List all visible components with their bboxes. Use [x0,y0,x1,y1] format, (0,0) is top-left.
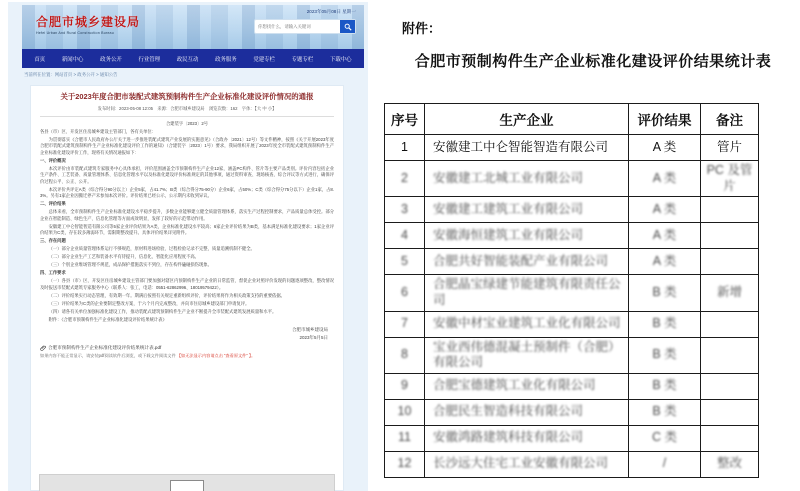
cell-name: 长沙远大住宅工业安徽有限公司 [425,451,629,477]
column-header: 序号 [385,104,425,135]
article-meta: 发布时间：2023-05-08 12:05 来源：合肥市城乡建设局 浏览次数：162 字体：【大 中 小】 [97,105,277,111]
cell-no: 1 [385,135,425,161]
cell-note: PC 及管片 [701,161,759,197]
cell-result: A 类 [629,197,701,223]
search-icon [344,23,352,31]
body-paragraph: （一）各县（市）区、开发区住房城乡建设主管部门要加强对辖区内预制构件生产企业的日常监管，督促企业对照评价发现的问题逐项整改，整改情况及时报送市装配式建筑专家服务中心（联系人：张工，电话：0551-62862996、18019579422）。 [40,278,334,290]
pdf-tip-line [40,353,334,359]
nav-item[interactable]: 首页 [34,56,46,63]
body-paragraph: 三、存在问题 [40,238,66,244]
search-input[interactable] [255,24,340,29]
cell-name: 安徽鸿路建筑科技有限公司 [425,425,629,451]
cell-result: A 类 [629,161,701,197]
results-table-body [385,135,759,478]
body-paragraph: 一、评价概况 [40,157,66,163]
table-row [385,275,759,311]
cell-no: 5 [385,249,425,275]
nav-item[interactable]: 下载中心 [329,56,352,63]
cell-result: C 类 [629,425,701,451]
cell-note: 整改 [701,451,759,477]
cell-result: B 类 [629,337,701,373]
body-paragraph: （三）个别企业堆场管理不规范，成品保护措施落实不到位，存在构件磕碰损伤现象。 [48,262,212,268]
cell-note [701,399,759,425]
cell-name: 合肥共好智能装配产业有限公司 [425,249,629,275]
attachment-table-title: 合肥市预制构件生产企业标准化建设评价结果统计表 [414,53,772,70]
cell-no: 11 [385,425,425,451]
paperclip-icon [40,345,46,351]
body-paragraph: （三）评价结果为C类的企业要制定整改方案，于六个月内完成整改，并向市住房城乡建设部门申请复评。 [48,300,250,306]
article-card [30,85,344,491]
cell-note [701,373,759,399]
cell-result: A 类 [629,249,701,275]
nav-item[interactable]: 行业管理 [138,56,161,63]
results-table [384,103,759,478]
cell-no: 9 [385,373,425,399]
results-table-header-row [385,104,759,135]
cell-result: B 类 [629,311,701,337]
body-paragraph: 本次评价由市装配式建筑专家服务中心具体承担，评价范围涵盖全市预制构件生产企业12家，涵盖PC构件、管片等主要产品类别。评价内容包括企业生产条件、工艺装备、质量管理体系、信息化管理水平以及标准化建设评价标准规定的其他事项，通过资料审查、现场核查、综合评议等方式进行，确保评价过程公平、公正、公开。 [40,165,334,184]
divider [40,116,334,117]
search-button[interactable] [340,20,355,33]
cell-note: 新增 [701,275,759,311]
table-row [385,135,759,161]
site-logo-subtitle: Hefei Urban And Rural Construction Bureau [36,31,114,35]
cell-note: 管片 [701,135,759,161]
body-paragraph: 各县（市）区、开发区住房城乡建设主管部门，各有关单位： [40,129,157,135]
table-row [385,161,759,197]
cell-result: / [629,451,701,477]
cell-no: 12 [385,451,425,477]
cell-note [701,223,759,249]
body-paragraph: （一）部分企业质量管理体系运行不够规范，原材料进场检验、过程检验记录不完整，质量追溯机制不健全。 [48,246,255,252]
cell-result: A 类 [629,135,701,161]
article-title: 关于2023年度合肥市装配式建筑预制构件生产企业标准化建设评价情况的通报 [60,92,314,101]
cell-note [701,425,759,451]
cell-no: 6 [385,275,425,311]
signature-block [40,326,328,341]
body-paragraph: 附件：《合肥市预制构件生产企业标准化建设评价结果统计表》 [48,317,167,323]
cell-note [701,249,759,275]
document-body [40,121,334,324]
cell-no: 8 [385,337,425,373]
view-original-link[interactable]: 【如无法显示内容请点击 “查看原文件” 】。 [176,352,256,358]
table-row [385,425,759,451]
signature-date: 2023年5月5日 [299,335,328,341]
cell-name: 安徽海恒建筑工业有限公司 [425,223,629,249]
cell-result: B 类 [629,275,701,311]
site-logo[interactable] [36,13,140,35]
nav-item[interactable]: 新闻中心 [61,56,84,63]
attachment-label: 附件： [402,21,442,36]
cell-no: 10 [385,399,425,425]
cell-no: 4 [385,223,425,249]
table-row [385,373,759,399]
cell-name: 安徽建工北城工业有限公司 [425,161,629,197]
pdf-viewer-toolbar [39,474,335,491]
column-header: 备注 [701,104,759,135]
cell-result: A 类 [629,223,701,249]
cell-no: 2 [385,161,425,197]
pdf-toolbar-button[interactable] [170,480,204,491]
body-paragraph: （二）部分企业生产工艺和装备水平有待提升，信息化、智能化应用程度不高。 [48,254,199,260]
body-paragraph: 为贯彻落实《合肥市人民政府办公厅关于进一步推进装配式建筑产业发展的实施意见》（合政办〔2021〕12号）等文件精神，按照《关于开展2023年度合肥市装配式建筑预制构件生产企业标准化建设评价工作的通知》（合建装字〔2023〕1号）要求，我局组织开展了2023年度全市装配式建筑预制构件生产企业标准化建设评价工作，现将有关情况通报如下： [40,137,334,155]
body-paragraph: 二、评价结果 [40,201,66,207]
breadcrumb: 当前所在位置：网站首页 > 政务公开 > 通知公告 [24,72,118,77]
table-row [385,399,759,425]
body-paragraph: （四）请各有关单位加强标准化建设工作，推动装配式建筑预制构件生产企业不断提升全市装配式建筑发展质量和水平。 [48,309,277,315]
table-row [385,197,759,223]
body-paragraph: 四、工作要求 [40,270,66,276]
cell-name: 宝业西伟德混凝土预制件（合肥）有限公司 [425,337,629,373]
pdf-tip-text: 如果内容不能正常显示，请安装pdf阅读软件后浏览，或下载文件阅读文件 [40,352,177,358]
cell-result: B 类 [629,373,701,399]
table-row [385,249,759,275]
body-paragraph: 合建装字〔2023〕2号 [165,120,209,126]
column-header: 生产企业 [425,104,629,135]
body-paragraph: 安徽建工中仑智能智造有限公司等5家企业评价结果为A类，企业标准化建设水平较高；6家企业评价结果为B类，基本满足标准化建设要求；1家企业评价结果为C类，存在较多薄弱环节，需限期整改提升。具体评价结果详见附件。 [40,223,334,236]
attachment-link[interactable] [40,345,334,351]
cell-name: 合肥民生智造科技有限公司 [425,399,629,425]
attachment-link-text: 合肥市预制构件生产企业标准化建设评价结果统计表.pdf [48,344,162,350]
cell-no: 7 [385,311,425,337]
body-paragraph: 本次评价共评定A类（综合得分90分以上）企业5家，占41.7%；B类（综合得分75-90分）企业6家，占50%；C类（综合得分75分以下）企业1家，占8.3%。另有1家企业因搬迁停产未参加本次评价。评价结果已经公示，公示期内未收到异议。 [40,186,334,199]
nav-item[interactable]: 政务服务 [215,56,237,63]
cell-name: 安徽建工中仑智能智造有限公司 [425,135,629,161]
cell-name: 安徽建工建筑工业有限公司 [425,197,629,223]
cell-result: B 类 [629,399,701,425]
site-header-banner [22,5,364,49]
column-header: 评价结果 [629,104,701,135]
header-date: 2023年05月08日 星期一 [306,9,356,14]
cell-note [701,311,759,337]
table-row [385,311,759,337]
signature-org: 合肥市城乡建设局 [292,327,328,333]
nav-item[interactable]: 专题专栏 [291,56,314,63]
body-paragraph: （二）评价结果实行动态管理，有效期一年。期满后按照有关规定重新组织评价，评价结果将作为相关政策支持的重要依据。 [48,292,285,298]
nav-bar [22,49,364,68]
nav-item[interactable]: 政民互动 [176,56,199,63]
cell-note [701,197,759,223]
table-row [385,451,759,477]
table-row [385,223,759,249]
cell-name: 安徽中材宝业建筑工业化有限公司 [425,311,629,337]
nav-item[interactable]: 党建专栏 [253,56,275,63]
body-paragraph: 总体来看，全市预制构件生产企业标准化建设水平稳步提升，多数企业能够建立健全质量管理体系，落实生产过程控制要求，产品质量总体受控。部分企业在智能制造、绿色生产、信息化管理等方面成效明显，发挥了较好的示范带动作用。 [40,209,334,221]
cell-no: 3 [385,197,425,223]
site-logo-title: 合肥市城乡建设局 [36,15,141,29]
nav-item[interactable]: 政务公开 [100,56,122,63]
cell-name: 合肥宝德建筑工业化有限公司 [425,373,629,399]
cell-note [701,337,759,373]
cell-name: 合肥晶宝绿建节能建筑有限责任公司 [425,275,629,311]
table-row [385,337,759,373]
search-box [254,19,356,34]
website-screenshot [8,2,368,491]
